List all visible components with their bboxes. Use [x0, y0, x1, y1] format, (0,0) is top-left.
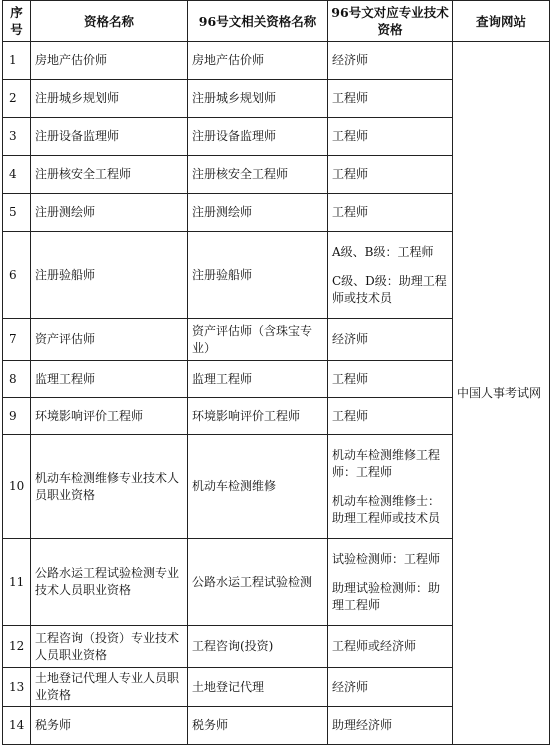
- tech-qualification: 经济师: [328, 668, 453, 707]
- qualification-name: 环境影响评价工程师: [31, 398, 188, 435]
- qualification-name: 房地产估价师: [31, 42, 188, 80]
- tech-qualification: 工程师: [328, 194, 453, 232]
- doc96-name: 房地产估价师: [188, 42, 328, 80]
- doc96-name: 环境影响评价工程师: [188, 398, 328, 435]
- row-number: 9: [3, 398, 31, 435]
- qualification-name: 监理工程师: [31, 361, 188, 398]
- tech-qualification: 经济师: [328, 319, 453, 361]
- tech-qualification-line: 机动车检测维修士：助理工程师或技术员: [332, 493, 441, 525]
- row-number: 6: [3, 232, 31, 319]
- tech-qualification: 工程师: [328, 398, 453, 435]
- row-number: 13: [3, 668, 31, 707]
- row-number: 2: [3, 80, 31, 118]
- doc96-name: 税务师: [188, 707, 328, 745]
- qualification-name: 税务师: [31, 707, 188, 745]
- row-number: 8: [3, 361, 31, 398]
- qualification-name: 注册核安全工程师: [31, 156, 188, 194]
- header-name: 资格名称: [31, 1, 188, 42]
- qualification-name: 注册测绘师: [31, 194, 188, 232]
- doc96-name: 土地登记代理: [188, 668, 328, 707]
- doc96-name: 机动车检测维修: [188, 435, 328, 539]
- tech-qualification: 工程师: [328, 80, 453, 118]
- header-doc96: 96号文相关资格名称: [188, 1, 328, 42]
- qualification-name: 注册城乡规划师: [31, 80, 188, 118]
- row-number: 14: [3, 707, 31, 745]
- doc96-name: 监理工程师: [188, 361, 328, 398]
- row-number: 1: [3, 42, 31, 80]
- tech-qualification: 经济师: [328, 42, 453, 80]
- doc96-name: 注册核安全工程师: [188, 156, 328, 194]
- qualification-name: 注册设备监理师: [31, 118, 188, 156]
- query-site: 中国人事考试网: [453, 42, 550, 745]
- qualification-name: 资产评估师: [31, 319, 188, 361]
- qualification-name: 注册验船师: [31, 232, 188, 319]
- tech-qualification: [328, 539, 453, 626]
- tech-qualification-line: A级、B级：工程师: [332, 244, 434, 259]
- doc96-name: 资产评估师（含珠宝专业）: [188, 319, 328, 361]
- row-number: 12: [3, 626, 31, 668]
- row-number: 7: [3, 319, 31, 361]
- tech-qualification: [328, 435, 453, 539]
- table-row: [3, 42, 550, 80]
- row-number: 5: [3, 194, 31, 232]
- qualification-table: [2, 0, 550, 745]
- qualification-name: 公路水运工程试验检测专业技术人员职业资格: [31, 539, 188, 626]
- doc96-name: 注册设备监理师: [188, 118, 328, 156]
- row-number: 11: [3, 539, 31, 626]
- tech-qualification: 工程师: [328, 156, 453, 194]
- tech-qualification: 工程师: [328, 361, 453, 398]
- header-site: 查询网站: [453, 1, 550, 42]
- doc96-name: 注册城乡规划师: [188, 80, 328, 118]
- qualification-name: 机动车检测维修专业技术人员职业资格: [31, 435, 188, 539]
- row-number: 10: [3, 435, 31, 539]
- header-seq: 序号: [3, 1, 31, 42]
- tech-qualification-line: 机动车检测维修工程师：工程师: [332, 447, 441, 479]
- tech-qualification: 助理经济师: [328, 707, 453, 745]
- tech-qualification: 工程师或经济师: [328, 626, 453, 668]
- tech-qualification-line: 试验检测师：工程师: [332, 551, 441, 566]
- qualification-name: 土地登记代理人专业人员职业资格: [31, 668, 188, 707]
- tech-qualification-line: C级、D级：助理工程师或技术员: [332, 273, 447, 305]
- doc96-name: 注册验船师: [188, 232, 328, 319]
- tech-qualification: 工程师: [328, 118, 453, 156]
- doc96-name: 公路水运工程试验检测: [188, 539, 328, 626]
- header-tech: 96号文对应专业技术资格: [328, 1, 453, 42]
- qualification-name: 工程咨询（投资）专业技术人员职业资格: [31, 626, 188, 668]
- row-number: 3: [3, 118, 31, 156]
- tech-qualification-line: 助理试验检测师：助理工程师: [332, 580, 441, 612]
- tech-qualification: [328, 232, 453, 319]
- row-number: 4: [3, 156, 31, 194]
- header-row: [3, 1, 550, 42]
- doc96-name: 工程咨询(投资): [188, 626, 328, 668]
- doc96-name: 注册测绘师: [188, 194, 328, 232]
